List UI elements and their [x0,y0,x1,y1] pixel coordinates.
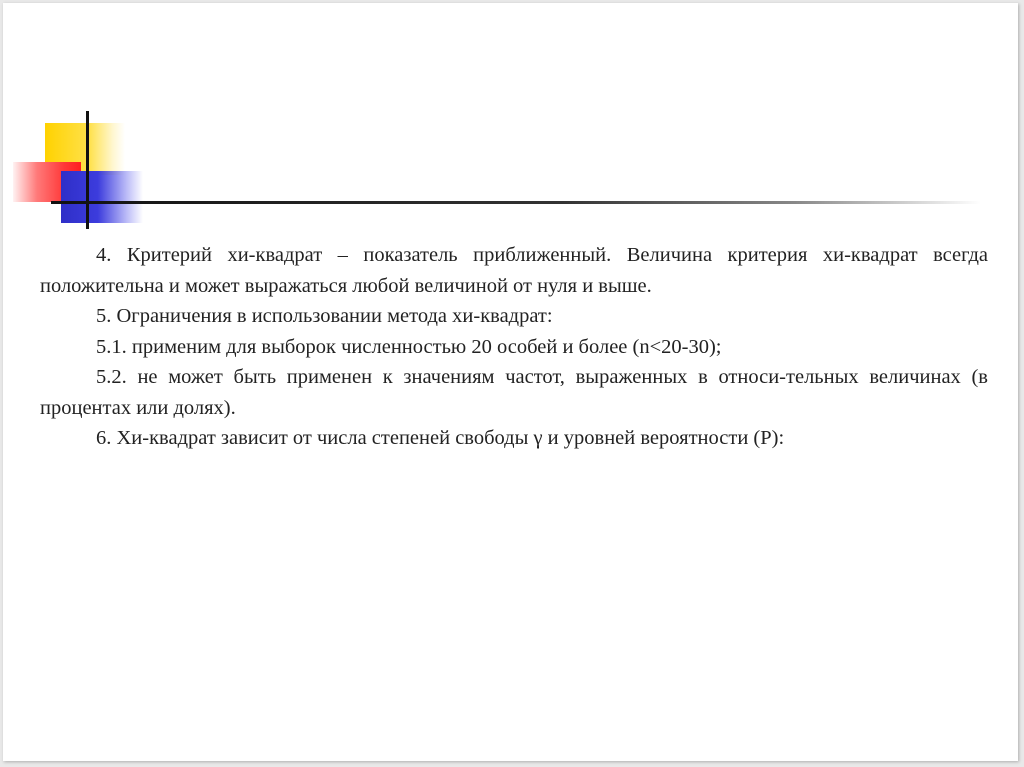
slide-body [40,240,988,454]
slide [3,3,1018,761]
decor-vertical-rule [86,111,89,229]
decor-horizontal-rule [51,201,981,204]
paragraph-limitation-relative-values: 5.2. не может быть применен к значениям частот, выраженных в относи-тельных величинах (в процентах или долях). [40,366,988,419]
paragraph-degrees-of-freedom: 6. Хи-квадрат зависит от числа степеней свободы γ и уровней вероятности (P): [96,427,785,449]
decor-blue-square [61,171,143,223]
paragraph-criterion-approximate: 4. Критерий хи-квадрат – показатель приближенный. Величина критерия хи-квадрат всегда положительна и может выражаться любой величиной от нуля и выше. [40,244,988,297]
paragraph-limitations-heading: 5. Ограничения в использовании метода хи-квадрат: [96,305,553,327]
paragraph-limitation-sample-size: 5.1. применим для выборок численностью 20 особей и более (n<20-30); [96,335,722,358]
